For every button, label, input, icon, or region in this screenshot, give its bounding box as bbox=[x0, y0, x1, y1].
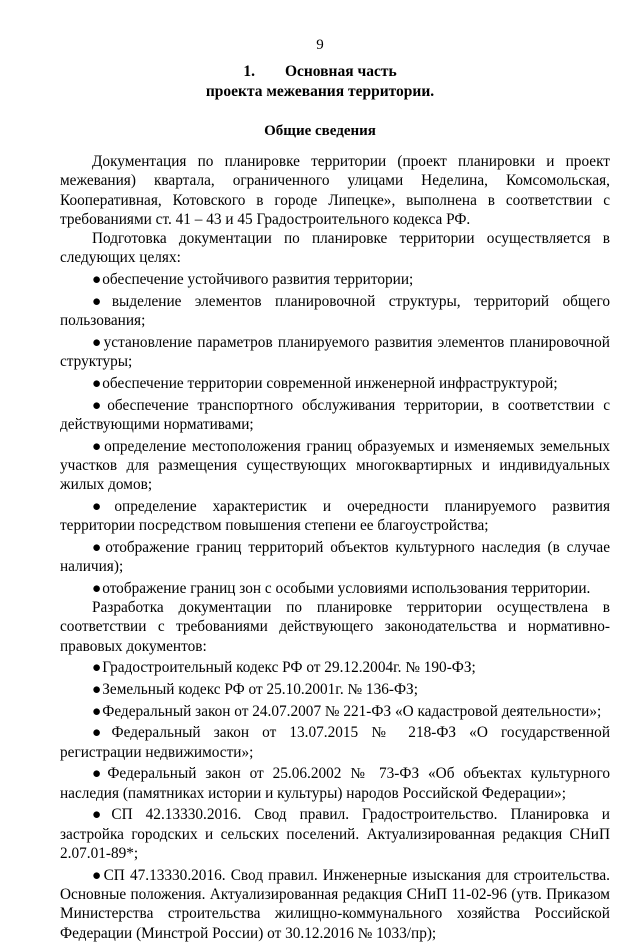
goals-intro-paragraph: Подготовка документации по планировке территории осуществляется в следующих целях: bbox=[60, 230, 610, 267]
document-item bbox=[60, 702, 610, 721]
document-item bbox=[60, 723, 610, 762]
section-heading bbox=[0, 62, 640, 102]
goal-item bbox=[60, 497, 610, 536]
document-item-text: Градостроительный кодекс РФ от 29.12.2004г. № 190-ФЗ; bbox=[102, 659, 476, 677]
bullet-marker: ● bbox=[92, 497, 114, 515]
document-body bbox=[60, 152, 610, 943]
bullet-marker: ● bbox=[92, 702, 102, 720]
subsection-title: Общие сведения bbox=[264, 123, 376, 139]
heading-line-1: Основная часть bbox=[284, 63, 397, 80]
document-item bbox=[60, 866, 610, 943]
goal-item bbox=[60, 579, 610, 598]
bullet-marker: ● bbox=[92, 333, 103, 351]
bullet-marker: ● bbox=[92, 437, 104, 455]
goal-item bbox=[60, 292, 610, 331]
goal-item-text: выделение элементов планировочной структуры, территорий общего пользования; bbox=[60, 292, 610, 330]
bullet-marker: ● bbox=[92, 374, 102, 392]
goals-list bbox=[60, 270, 610, 598]
goal-item-text: определение характеристик и очередности планируемого развития территории посредством повышения степени ее благоустройства; bbox=[60, 497, 610, 535]
bullet-marker: ● bbox=[92, 579, 102, 597]
bullet-marker: ● bbox=[92, 724, 111, 742]
document-item-text: Федеральный закон от 25.06.2002 № 73-ФЗ «Об объектах культурного наследия (памятниках истории и культуры) народов Российской Федерации»; bbox=[60, 765, 610, 802]
docs-intro-paragraph: Разработка документации по планировке территории осуществлена в соответствии с требованиями действующего законодательства и нормативно-правовых документов: bbox=[60, 599, 610, 655]
bullet-marker: ● bbox=[92, 292, 111, 310]
document-item-text: СП 47.13330.2016. Свод правил. Инженерные изыскания для строительства. Основные положения. Актуализированная редакция СНиП 11-02-96 (утв. Приказом Министерства строительства жилищно-коммунального хозяйства Российской Федерации (Минстрой России) от 30.12.2016 № 1033/пр); bbox=[60, 866, 610, 942]
bullet-marker: ● bbox=[92, 396, 107, 414]
document-item-text: Федеральный закон от 24.07.2007 № 221-ФЗ «О кадастровой деятельности»; bbox=[102, 702, 602, 720]
goal-item-text: отображение границ зон с особыми условиями использования территории. bbox=[102, 579, 591, 597]
bullet-marker: ● bbox=[92, 806, 111, 824]
document-item-text: Федеральный закон от 13.07.2015 № 218-ФЗ «О государственной регистрации недвижимости»; bbox=[60, 724, 611, 761]
goal-item-text: обеспечение территории современной инженерной инфраструктурой; bbox=[102, 374, 558, 392]
bullet-marker: ● bbox=[92, 681, 102, 699]
document-item-text: СП 42.13330.2016. Свод правил. Градостроительство. Планировка и застройка городских и сельских поселений. Актуализированная редакция СНиП 2.07.01-89*; bbox=[60, 806, 610, 862]
goal-item bbox=[60, 396, 610, 435]
document-item bbox=[60, 680, 610, 699]
goal-item bbox=[60, 333, 610, 372]
goal-item bbox=[60, 270, 610, 289]
document-item-text: Земельный кодекс РФ от 25.10.2001г. № 136-ФЗ; bbox=[102, 681, 418, 699]
goal-item-text: установление параметров планируемого развития элементов планировочной структуры; bbox=[60, 333, 610, 371]
bullet-marker: ● bbox=[92, 765, 107, 783]
document-item bbox=[60, 658, 610, 677]
documents-list bbox=[60, 658, 610, 943]
goal-item bbox=[60, 374, 610, 393]
bullet-marker: ● bbox=[92, 538, 105, 556]
document-item bbox=[60, 805, 610, 863]
goal-item bbox=[60, 437, 610, 495]
heading-line-2: проекта межевания территории. bbox=[205, 83, 435, 100]
goal-item-text: обеспечение устойчивого развития территории; bbox=[102, 271, 414, 289]
goal-item-text: обеспечение транспортного обслуживания территории, в соответствии с действующими нормативами; bbox=[60, 396, 610, 433]
goal-item bbox=[60, 538, 610, 577]
bullet-marker: ● bbox=[92, 271, 102, 289]
heading-number: 1. bbox=[243, 63, 255, 80]
intro-paragraph: Документация по планировке территории (проект планировки и проект межевания) квартала, ограниченного улицами Неделина, Комсомольская, Кооперативная, Котовского в городе Липецке», выполнена в соответствии с требованиями ст. 41 – 43 и 45 Градостроительного кодекса РФ. bbox=[60, 153, 610, 228]
goal-item-text: определение местоположения границ образуемых и изменяемых земельных участков для размещения существующих многоквартирных и индивидуальных жилых домов; bbox=[60, 437, 610, 494]
page-number: 9 bbox=[316, 37, 324, 53]
goal-item-text: отображение границ территорий объектов культурного наследия (в случае наличия); bbox=[60, 538, 610, 576]
bullet-marker: ● bbox=[92, 866, 103, 884]
bullet-marker: ● bbox=[92, 659, 102, 677]
document-item bbox=[60, 764, 610, 803]
